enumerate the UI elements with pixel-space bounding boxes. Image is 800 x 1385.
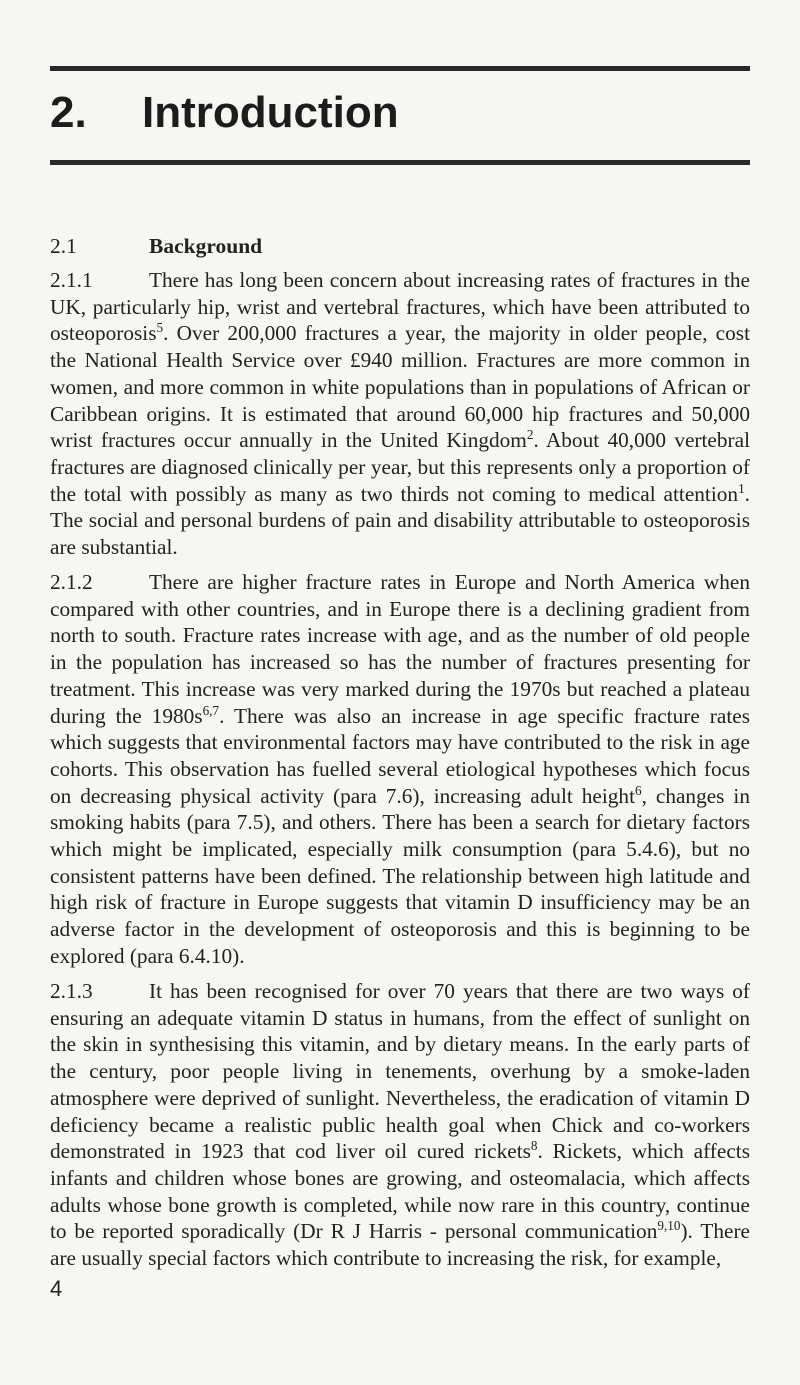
reference-marker: 6,7 bbox=[202, 702, 220, 718]
chapter-title: Introduction bbox=[142, 88, 399, 137]
section-heading bbox=[50, 234, 262, 259]
page-number: 4 bbox=[50, 1276, 63, 1301]
reference-marker: 9,10 bbox=[657, 1218, 681, 1234]
paragraph-text: . About 40,000 vertebral fractures are diagnosed clinically per year, but this represents only a proportion of the total with possibly as many as two thirds not coming to medical attention bbox=[50, 428, 750, 506]
top-rule bbox=[50, 66, 750, 71]
paragraph-text: It has been recognised for over 70 years that there are two ways of ensuring an adequate vitamin D status in humans, from the effect of sunlight on the skin in synthesising this vitamin, and by dietary means. In the early parts of the century, poor people living in tenements, overhung by a smoke-laden atmosphere were deprived of sunlight. Nevertheless, the eradication of vitamin D deficiency became a realistic public health goal when Chick and co-workers demonstrated in 1923 that cod liver oil cured rickets bbox=[50, 979, 750, 1164]
chapter-number: 2. bbox=[50, 88, 87, 137]
paragraph-2-1-1 bbox=[50, 267, 750, 561]
paragraph-number: 2.1.2 bbox=[50, 570, 93, 594]
reference-marker: 6 bbox=[634, 782, 642, 798]
paragraph-text: . Over 200,000 fractures a year, the majority in older people, cost the National Health Service over £940 million. Fractures are more common in women, and more common in white populations than in populations of African or Caribbean origins. It is estimated that around 60,000 hip fractures and 50,000 wrist fractures occur annually in the United Kingdom bbox=[50, 321, 750, 453]
paragraph-number: 2.1.3 bbox=[50, 979, 93, 1003]
reference-marker: 8 bbox=[530, 1138, 538, 1154]
paragraph-number: 2.1.1 bbox=[50, 268, 93, 292]
section-number: 2.1 bbox=[50, 234, 77, 258]
paragraph-text: . The social and personal burdens of pain and disability attributable to osteoporosis are substantial. bbox=[50, 481, 750, 560]
paragraph-text: . There was also an increase in age specific fracture rates which suggests that environmental factors may have contributed to the risk in age cohorts. This observation has fuelled several etiological hypotheses which focus on decreasing physical activity (para 7.6), increasing adult height bbox=[50, 703, 751, 808]
paragraph-2-1-2 bbox=[50, 569, 750, 970]
paragraph-text: There are higher fracture rates in Europe and North America when compared with other countries, and in Europe there is a declining gradient from north to south. Fracture rates increase with age, and as the number of old people in the population has increased so has the number of fractures presenting for treatment. This increase was very marked during the 1970s but reached a plateau during the 1980s bbox=[50, 570, 750, 728]
chapter-heading bbox=[50, 88, 399, 138]
reference-marker: 5 bbox=[156, 320, 164, 336]
paragraph-text: There has long been concern about increasing rates of fractures in the UK, particularly hip, wrist and vertebral fractures, which have been attributed to osteoporosis bbox=[50, 268, 750, 346]
paragraph-text: , changes in smoking habits (para 7.5), and others. There has been a search for dietary factors which might be implicated, especially milk consumption (para 5.4.6), but no consistent patterns have been defined. The relationship between high latitude and high risk of fracture in Europe suggests that vitamin D insufficiency may be an adverse factor in the development of osteoporosis and this is beginning to be explored (para 6.4.10). bbox=[50, 783, 750, 968]
paragraph-text: ). There are usually special factors which contribute to increasing the risk, for example, bbox=[50, 1219, 750, 1271]
paragraph-2-1-3 bbox=[50, 978, 750, 1272]
reference-marker: 1 bbox=[738, 480, 745, 496]
section-title: Background bbox=[149, 234, 263, 258]
reference-marker: 2 bbox=[526, 427, 534, 443]
bottom-rule bbox=[50, 160, 750, 165]
paragraph-text: . Rickets, which affects infants and children whose bones are growing, and osteomalacia, which affects adults whose bone growth is completed, while now rare in this country, continue to be reported sporadically (Dr R J Harris - personal communication bbox=[50, 1139, 750, 1244]
